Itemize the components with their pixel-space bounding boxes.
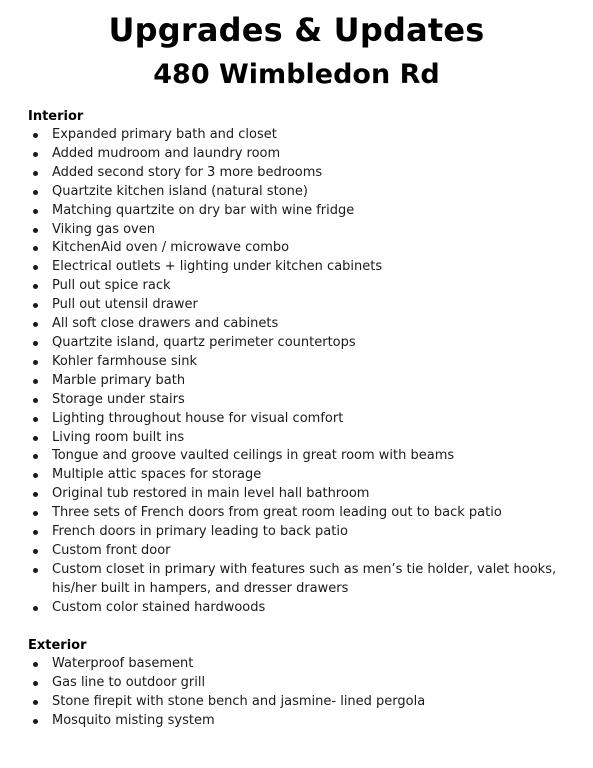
list-item-text: Stone firepit with stone bench and jasmine- lined pergola [52, 693, 426, 709]
list-item-text: Matching quartzite on dry bar with wine fridge [52, 202, 355, 218]
list-item-text: Mosquito misting system [52, 712, 215, 728]
bullet-icon [33, 284, 38, 289]
list-item-text: KitchenAid oven / microwave combo [52, 240, 290, 256]
list-item-text: Pull out spice rack [52, 278, 171, 294]
list-item-text: Custom closet in primary with features such as men’s tie holder, valet hooks, his/her built in hampers, and dresser drawers [52, 561, 557, 596]
bullet-icon [33, 436, 38, 441]
bullet-icon [33, 341, 38, 346]
list-item [28, 277, 578, 296]
list-item-text: Storage under stairs [52, 391, 185, 407]
list-item [28, 183, 578, 202]
bullet-icon [33, 265, 38, 270]
list-item-text: Expanded primary bath and closet [52, 127, 277, 142]
list-item-text: Quartzite kitchen island (natural stone) [52, 183, 308, 199]
list-item [28, 410, 578, 429]
bullet-icon [33, 530, 38, 535]
list-item [28, 466, 578, 485]
bullet-icon [33, 303, 38, 308]
bullet-icon [33, 700, 38, 705]
list-item [28, 353, 578, 372]
bullet-icon [33, 379, 38, 384]
bullet-icon [33, 322, 38, 327]
list-item [28, 202, 578, 221]
list-item-text: Quartzite island, quartz perimeter countertops [52, 334, 356, 350]
bullet-icon [33, 606, 38, 611]
bullet-icon [33, 719, 38, 724]
list-item [28, 145, 578, 164]
list-item [28, 391, 578, 410]
page-title: Upgrades & Updates [108, 11, 485, 49]
list-item-text: Lighting throughout house for visual comfort [52, 410, 344, 426]
list-item-text: French doors in primary leading to back patio [52, 524, 348, 540]
bullet-icon [33, 417, 38, 422]
list-item [28, 693, 578, 712]
list-item-text: All soft close drawers and cabinets [52, 316, 279, 332]
bullet-icon [33, 492, 38, 497]
list-item [28, 126, 578, 145]
bullet-icon [33, 209, 38, 214]
bullet-icon [33, 473, 38, 478]
interior-heading: Interior [28, 109, 84, 124]
list-item-text: Custom front door [52, 542, 171, 558]
list-item [28, 674, 578, 693]
list-item [28, 221, 578, 240]
bullet-icon [33, 152, 38, 157]
list-item-text: Added second story for 3 more bedrooms [52, 164, 323, 180]
list-item [28, 504, 578, 523]
bullet-icon [33, 681, 38, 686]
list-item-text: Pull out utensil drawer [52, 297, 198, 313]
list-item-text: Three sets of French doors from great room leading out to back patio [52, 505, 502, 521]
exterior-list [28, 655, 578, 731]
list-item [28, 712, 578, 731]
list-item [28, 655, 578, 674]
bullet-icon [33, 662, 38, 667]
exterior-section [28, 636, 578, 731]
list-item [28, 315, 578, 334]
bullet-icon [33, 133, 38, 138]
list-item-text: Added mudroom and laundry room [52, 145, 281, 161]
list-item-text: Gas line to outdoor grill [52, 674, 206, 690]
list-item [28, 561, 578, 599]
list-item [28, 542, 578, 561]
exterior-heading: Exterior [28, 638, 87, 653]
list-item [28, 372, 578, 391]
list-item-text: Electrical outlets + lighting under kitchen cabinets [52, 259, 383, 275]
list-item-text: Tongue and groove vaulted ceilings in great room with beams [52, 448, 455, 464]
list-item-text: Original tub restored in main level hall bathroom [52, 486, 370, 502]
bullet-icon [33, 511, 38, 516]
list-item-text: Custom color stained hardwoods [52, 599, 266, 615]
list-item [28, 239, 578, 258]
property-address: 480 Wimbledon Rd [153, 59, 440, 90]
list-item [28, 447, 578, 466]
list-item [28, 164, 578, 183]
bullet-icon [33, 228, 38, 233]
list-item [28, 485, 578, 504]
interior-section [28, 107, 578, 618]
list-item-text: Living room built ins [52, 429, 185, 445]
list-item [28, 296, 578, 315]
list-item-text: Multiple attic spaces for storage [52, 467, 262, 483]
list-item-text: Kohler farmhouse sink [52, 353, 197, 369]
list-item [28, 599, 578, 618]
list-item-text: Viking gas oven [52, 221, 155, 237]
bullet-icon [33, 171, 38, 176]
bullet-icon [33, 454, 38, 459]
list-item [28, 523, 578, 542]
bullet-icon [33, 568, 38, 573]
bullet-icon [33, 549, 38, 554]
list-item [28, 334, 578, 353]
list-item-text: Waterproof basement [52, 656, 194, 671]
list-item [28, 258, 578, 277]
list-item [28, 429, 578, 448]
interior-list [28, 126, 578, 618]
bullet-icon [33, 190, 38, 195]
bullet-icon [33, 398, 38, 403]
list-item-text: Marble primary bath [52, 372, 186, 388]
bullet-icon [33, 246, 38, 251]
bullet-icon [33, 360, 38, 365]
